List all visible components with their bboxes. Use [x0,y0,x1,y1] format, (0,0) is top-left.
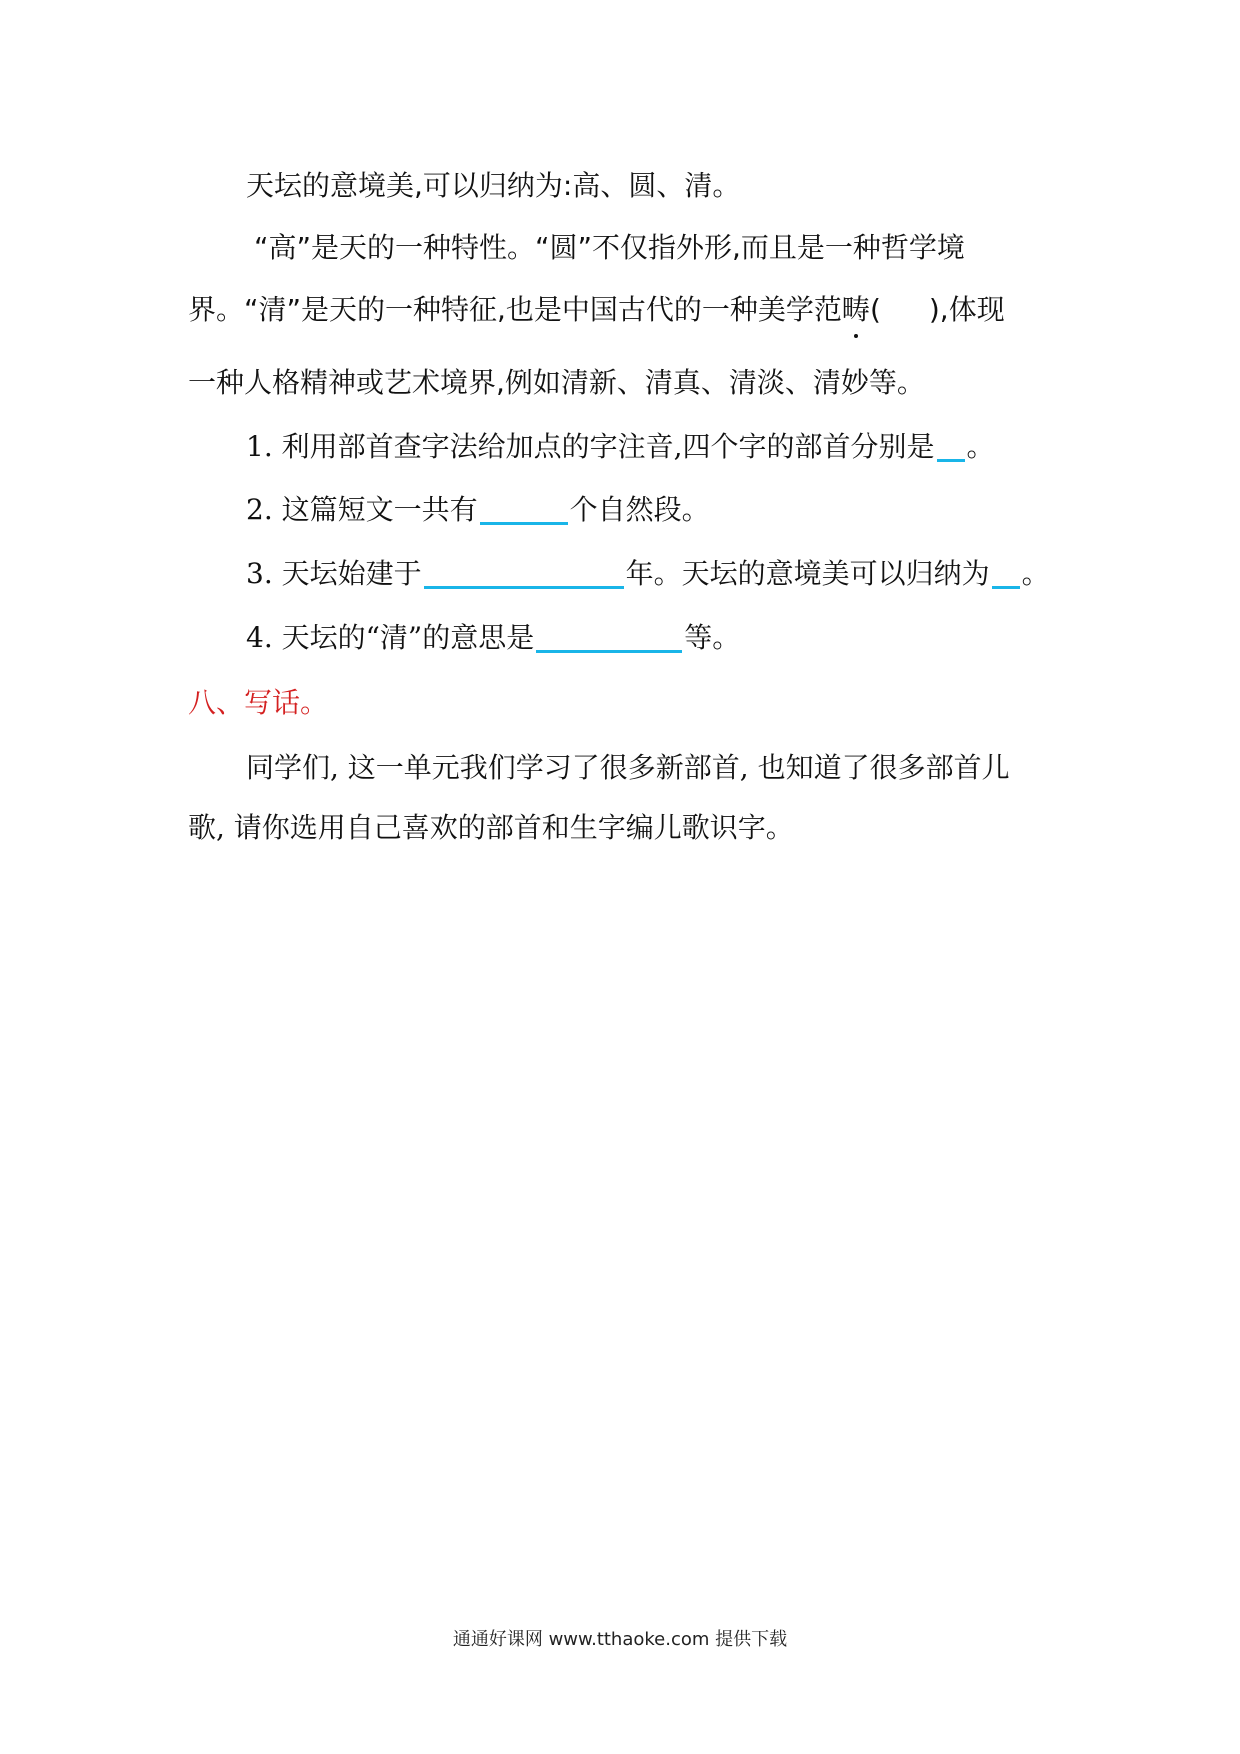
answer-blank[interactable] [992,556,1020,589]
question-4 [246,618,740,658]
section-instruction-line-1: 同学们, 这一单元我们学习了很多新部首, 也知道了很多部首儿 [246,751,1010,784]
question-text: 2. 这篇短文一共有 [246,493,478,526]
open-paren: ( [869,293,881,326]
dotted-character: 畴 [842,290,870,330]
question-text: 4. 天坛的“清”的意思是 [246,621,535,654]
passage-paragraph-2-line-1: “高”是天的一种特性。“圆”不仅指外形,而且是一种哲学境 [254,231,965,264]
answer-blank[interactable] [536,620,682,653]
passage-paragraph-2-line-3: 一种人格精神或艺术境界,例如清新、清真、清淡、清妙等。 [188,366,925,399]
section-title: 八、写话。 [188,686,329,719]
answer-blank[interactable] [480,492,568,525]
passage-text: 界。“清”是天的一种特征,也是中国古代的一种美学范 [188,293,842,326]
question-1 [246,427,995,467]
section-instruction-line-2: 歌, 请你选用自己喜欢的部首和生字编儿歌识字。 [188,811,794,844]
question-text: 1. 利用部首查字法给加点的字注音,四个字的部首分别是 [246,430,935,463]
question-2 [246,490,710,530]
passage-text: ),体现 [928,293,1005,326]
question-end: 个自然段。 [569,493,710,526]
question-3 [246,554,1050,594]
question-end: 。 [966,430,995,463]
passage-paragraph-1: 天坛的意境美,可以归纳为:高、圆、清。 [246,169,741,202]
answer-blank[interactable] [424,556,624,589]
answer-blank[interactable] [937,429,965,462]
footer-download-note: 通通好课网 www.tthaoke.com 提供下载 [452,1629,788,1650]
passage-paragraph-2-line-2 [188,290,1005,330]
question-text: 3. 天坛始建于 [246,557,422,590]
question-end: 。 [1021,557,1050,590]
question-end: 等。 [684,621,741,654]
question-text: 年。天坛的意境美可以归纳为 [625,557,990,590]
